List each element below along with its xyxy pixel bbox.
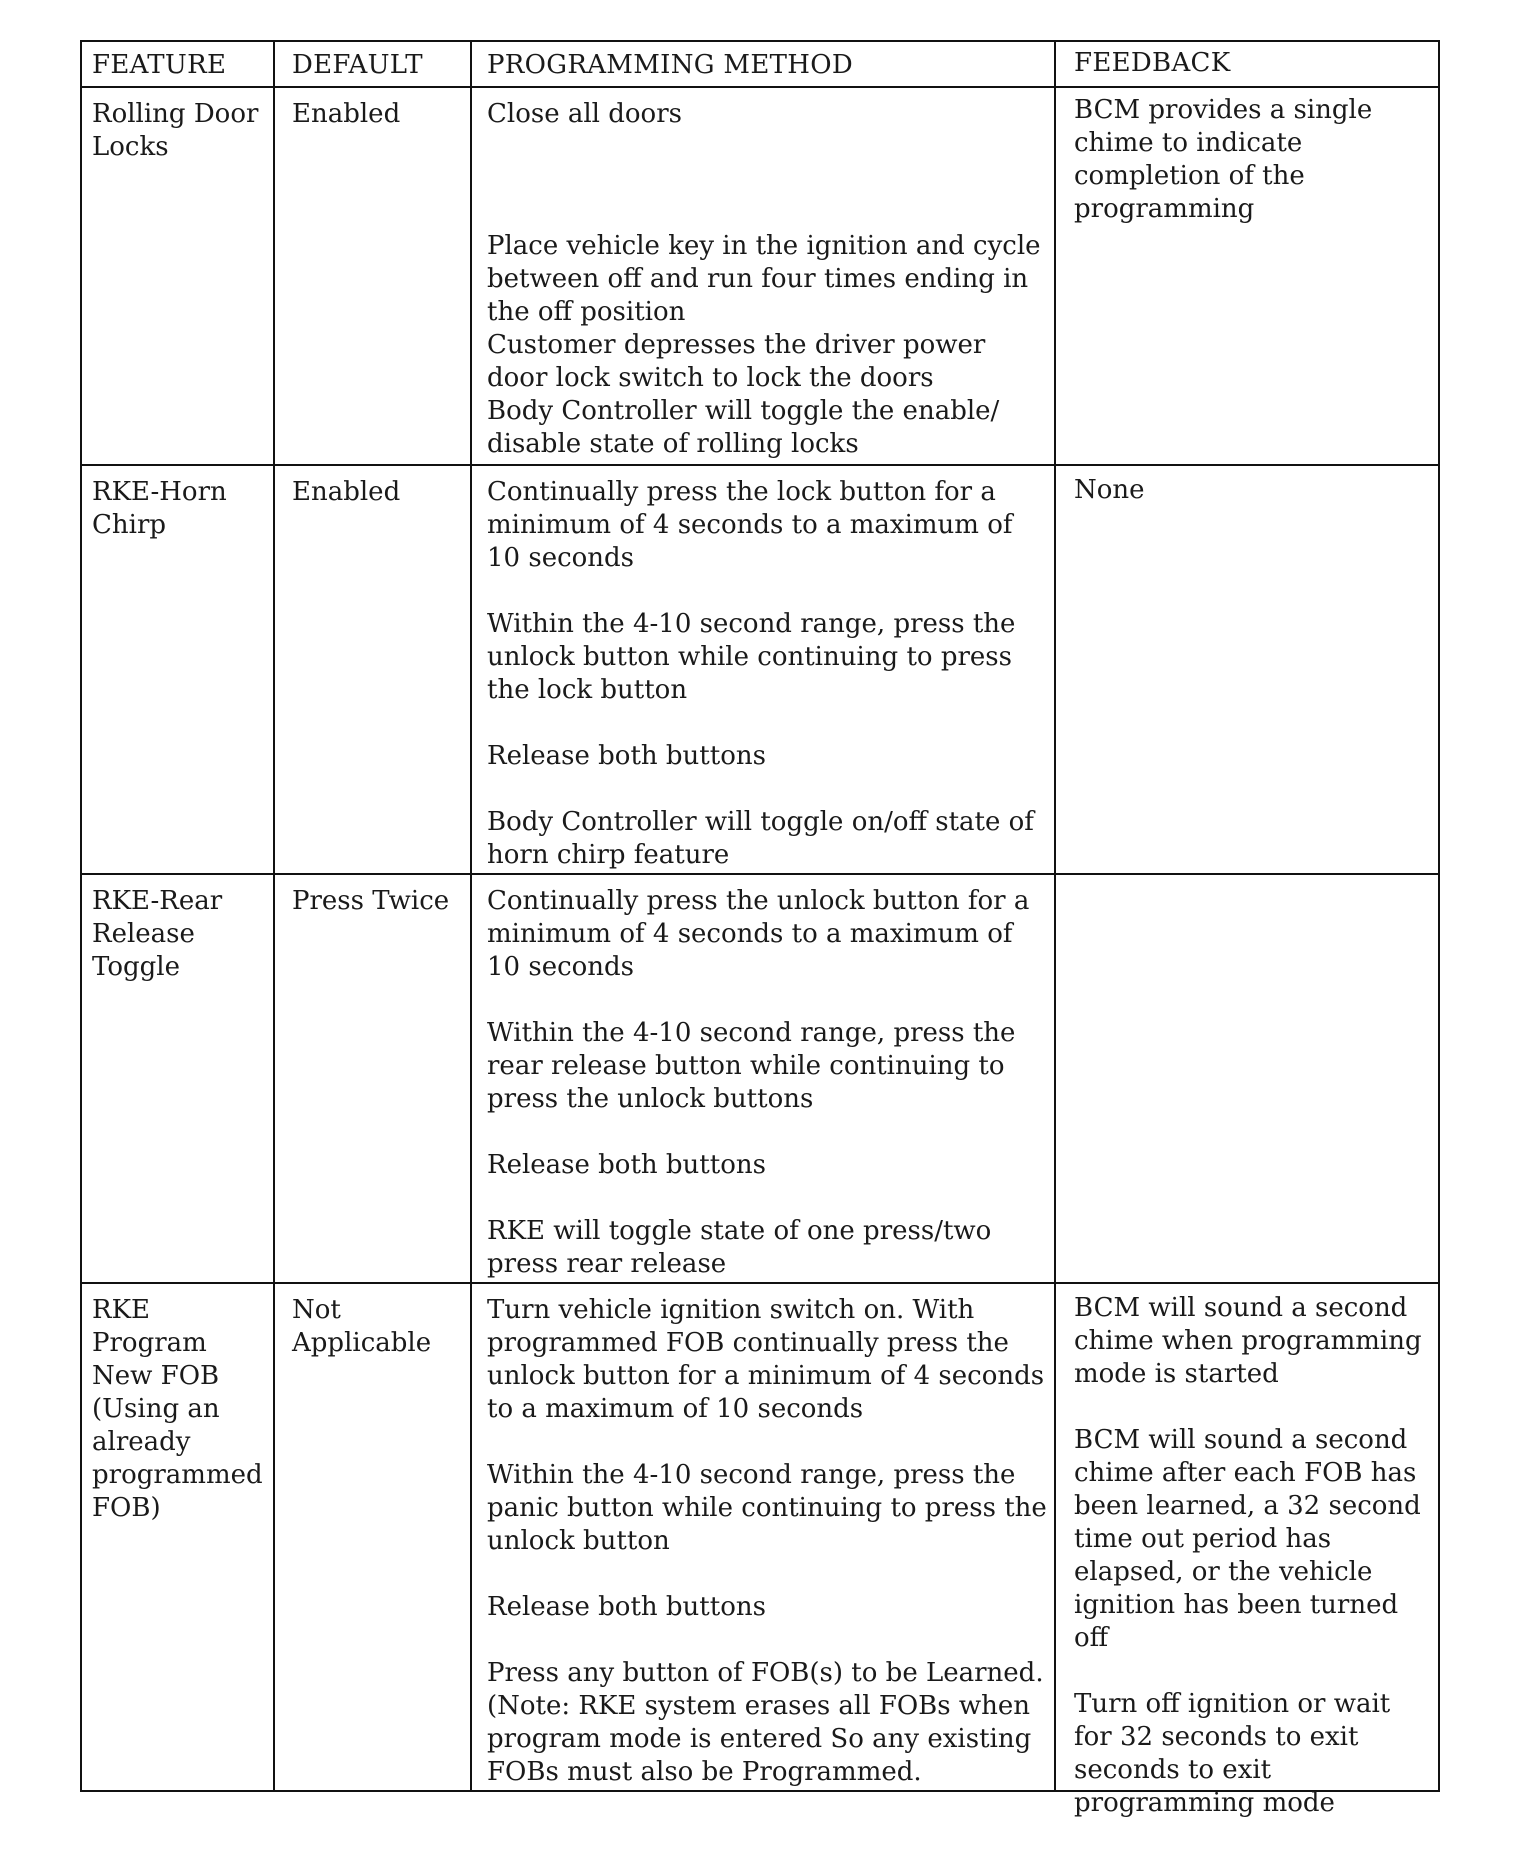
column-divider xyxy=(1054,42,1056,1790)
header-feedback: FEEDBACK xyxy=(1074,48,1231,78)
header-default: DEFAULT xyxy=(292,50,423,80)
feedback-item: BCM will sound a second chime when programming mode is started xyxy=(1074,1293,1422,1389)
method-step: Within the 4-10 second range, press the rear release button while continuing to press the unlock buttons xyxy=(487,1018,1016,1114)
row-2-method xyxy=(487,476,1047,872)
row-divider xyxy=(82,464,1438,466)
method-step: Release both buttons xyxy=(487,741,766,771)
feedback-item: BCM provides a single chime to indicate completion of the programming xyxy=(1074,95,1373,224)
method-step: Continually press the unlock button for a minimum of 4 seconds to a maximum of 10 seconds xyxy=(487,886,1030,982)
row-4-default: Not Applicable xyxy=(292,1295,432,1358)
method-step: Release both buttons xyxy=(487,1592,766,1622)
column-divider xyxy=(273,42,275,1790)
method-step: RKE will toggle state of one press/two press rear release xyxy=(487,1216,992,1279)
row-1-feedback xyxy=(1074,94,1434,226)
method-step: Within the 4-10 second range, press the panic button while continuing to press the unlock button xyxy=(487,1460,1047,1556)
feedback-item: None xyxy=(1074,475,1145,505)
row-2-default: Enabled xyxy=(292,477,401,507)
row-2-feedback xyxy=(1074,474,1434,507)
row-divider xyxy=(82,86,1438,88)
method-step: Close all doors xyxy=(487,99,682,129)
row-4-feature: RKE Program New FOB (Using an already programmed FOB) xyxy=(92,1295,263,1523)
method-step: Place vehicle key in the ignition and cycle between off and run four times ending in the off position Customer depresses the driver power door lock switch to lock the doors Body Controller will toggle the enable/ disable state of rolling locks xyxy=(487,231,1041,459)
row-3-default: Press Twice xyxy=(292,886,450,916)
row-3-feature: RKE-Rear Release Toggle xyxy=(92,886,223,982)
method-step: Within the 4-10 second range, press the unlock button while continuing to press the lock button xyxy=(487,609,1016,705)
row-divider xyxy=(82,873,1438,875)
header-feature: FEATURE xyxy=(92,50,227,80)
method-step: Continually press the lock button for a minimum of 4 seconds to a maximum of 10 seconds xyxy=(487,477,1013,573)
programming-table xyxy=(80,40,1440,1818)
row-2-feature: RKE-Horn Chirp xyxy=(92,477,227,540)
row-1-feature: Rolling Door Locks xyxy=(92,99,259,162)
method-step: Turn vehicle ignition switch on. With programmed FOB continually press the unlock button for a minimum of 4 seconds to a maximum of 10 seconds xyxy=(487,1295,1045,1424)
row-3-method xyxy=(487,885,1047,1281)
method-step: Body Controller will toggle on/off state of horn chirp feature xyxy=(487,807,1034,870)
feedback-item: BCM will sound a second chime after each FOB has been learned, a 32 second time out period has elapsed, or the vehicle ignition has been turned off xyxy=(1074,1425,1421,1653)
row-4-feedback xyxy=(1074,1292,1434,1820)
row-divider xyxy=(82,1282,1438,1284)
method-step: Press any button of FOB(s) to be Learned. (Note: RKE system erases all FOBs when program mode is entered So any existing FOBs must also be Programmed. xyxy=(487,1658,1044,1787)
feedback-item: Turn off ignition or wait for 32 seconds to exit seconds to exit programming mode xyxy=(1074,1689,1391,1818)
row-1-default: Enabled xyxy=(292,99,401,129)
row-4-method xyxy=(487,1294,1047,1789)
header-programming-method: PROGRAMMING METHOD xyxy=(487,50,853,80)
row-1-method xyxy=(487,98,1047,461)
method-step: Release both buttons xyxy=(487,1150,766,1180)
